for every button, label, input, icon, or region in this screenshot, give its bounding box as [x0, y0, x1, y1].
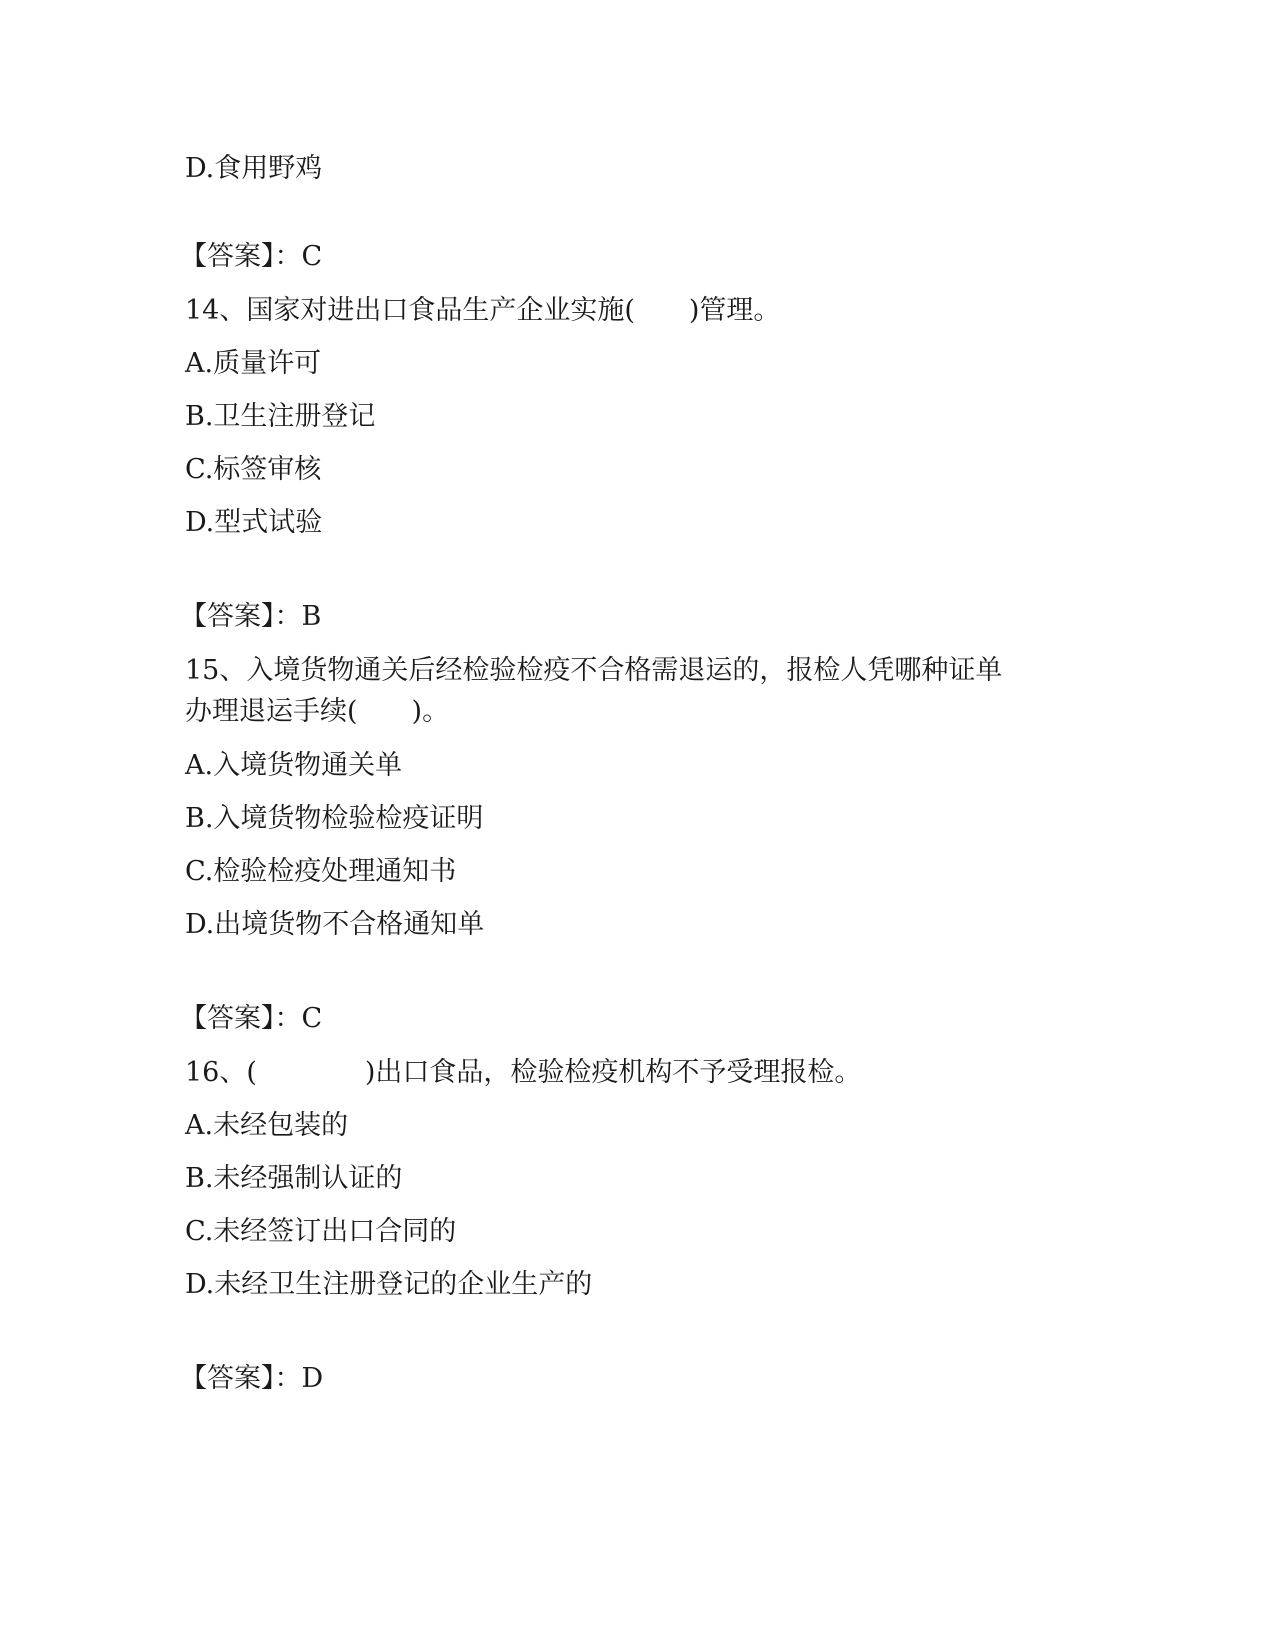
answer: 【答案】：D — [180, 1363, 324, 1394]
option-a: A.质量许可 — [185, 348, 322, 379]
option-c: C.检验检疫处理通知书 — [185, 856, 457, 887]
answer: 【答案】：C — [180, 1003, 323, 1034]
option-d: D.出境货物不合格通知单 — [185, 909, 485, 940]
answer: 【答案】：B — [180, 601, 322, 632]
carryover-option-d: D.食用野鸡 — [185, 153, 323, 184]
carryover-answer: 【答案】：C — [180, 241, 323, 272]
option-c: C.标签审核 — [185, 454, 322, 485]
option-b: B.未经强制认证的 — [185, 1163, 403, 1194]
option-c: C.未经签订出口合同的 — [185, 1216, 457, 1247]
option-b: B.入境货物检验检疫证明 — [185, 803, 484, 834]
option-a: A.未经包装的 — [185, 1110, 349, 1141]
question-stem-line-1: 15、入境货物通关后经检验检疫不合格需退运的，报检人凭哪种证单 — [185, 655, 1003, 686]
option-d: D.型式试验 — [185, 507, 323, 538]
question-stem: 14、国家对进出口食品生产企业实施( )管理。 — [185, 295, 781, 326]
option-b: B.卫生注册登记 — [185, 401, 376, 432]
option-d: D.未经卫生注册登记的企业生产的 — [185, 1269, 593, 1300]
question-stem: 16、( )出口食品，检验检疫机构不予受理报检。 — [185, 1057, 862, 1088]
option-a: A.入境货物通关单 — [185, 750, 403, 781]
question-stem-line-2: 办理退运手续( )。 — [185, 696, 450, 727]
